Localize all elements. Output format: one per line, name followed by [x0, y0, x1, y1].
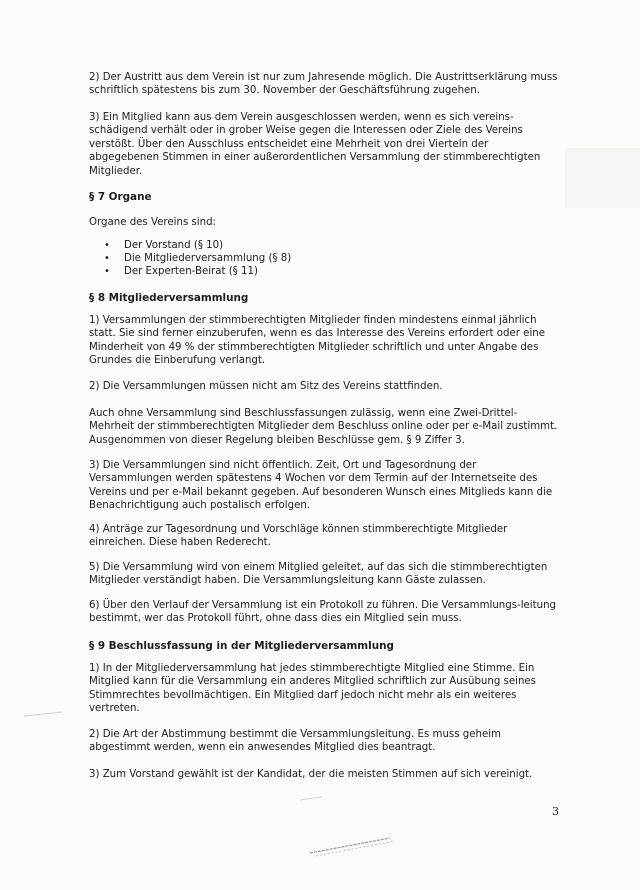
- paragraph-8-3: 3) Die Versammlungen sind nicht öffentlich. Zeit, Ort und Tagesordnung der Versammlungen werden spätestens 4 Wochen vor dem Termin auf der Internetseite des Vereins und per e-Mail bekannt gegeben. Auf besonderen Wunsch eines Mitglieds kann die Benachrichtigung auch postalisch erfolgen.: [89, 460, 553, 512]
- list-item: • Der Experten-Beirat (§ 11): [104, 265, 291, 278]
- paragraph-9-2: 2) Die Art der Abstimmung bestimmt die Versammlungsleitung. Es muss geheim abgestimmt werden, wenn ein anwesendes Mitglied dies beantragt.: [89, 729, 501, 754]
- paragraph-8-umlauf: Auch ohne Versammlung sind Beschlussfassungen zulässig, wenn eine Zwei-Drittel-Mehrheit der stimmberechtigten Mitglieder dem Beschluss online oder per e-Mail zustimmt. Ausgenommen von dieser Regelung bleiben Beschlüsse gem. § 9 Ziffer 3.: [89, 408, 558, 446]
- heading-section-7: § 7 Organe: [89, 191, 152, 203]
- paragraph-9-1: 1) In der Mitgliederversammlung hat jedes stimmberechtigte Mitglied eine Stimme. Ein Mitglied kann für die Versammlung ein anderes Mitglied schriftlich zur Ausübung seines Stimmrechtes bevollmächtigen. Ein Mitglied darf jedoch nicht mehr als ein weiteres vertreten.: [89, 663, 536, 715]
- paragraph-organe-intro: Organe des Vereins sind:: [89, 217, 216, 228]
- list-item: • Die Mitgliederversammlung (§ 8): [104, 252, 291, 265]
- heading-section-9: § 9 Beschlussfassung in der Mitgliederversammlung: [89, 640, 394, 652]
- list-item: • Der Vorstand (§ 10): [104, 239, 291, 252]
- paragraph-8-6: 6) Über den Verlauf der Versammlung ist ein Protokoll zu führen. Die Versammlungs-leitung bestimmt, wer das Protokoll führt, ohne dass dies ein Mitglied sein muss.: [89, 600, 557, 625]
- paragraph-8-2: 2) Die Versammlungen müssen nicht am Sitz des Vereins stattfinden.: [89, 381, 443, 392]
- page-number: 3: [552, 805, 559, 818]
- paragraph-8-4: 4) Anträge zur Tagesordnung und Vorschläge können stimmberechtigte Mitglieder einreichen. Diese haben Rederecht.: [89, 524, 508, 549]
- paragraph-austritt: 2) Der Austritt aus dem Verein ist nur zum Jahresende möglich. Die Austrittserklärung muss schriftlich spätestens bis zum 30. November der Geschäftsführung zugehen.: [89, 72, 558, 97]
- paragraph-ausschluss: 3) Ein Mitglied kann aus dem Verein ausgeschlossen werden, wenn es sich vereins-schädigend verhält oder in grober Weise gegen die Interessen oder Ziele des Vereins verstößt. Über den Ausschluss entscheidet eine Mehrheit von drei Vierteln der abgegebenen Stimmen in einer außerordentlichen Versammlung der stimmberechtigten Mitglieder.: [89, 112, 541, 177]
- paragraph-8-1: 1) Versammlungen der stimmberechtigten Mitglieder finden mindestens einmal jährlich statt. Sie sind ferner einzuberufen, wenn es das Interesse des Vereins erfordert oder eine Minderheit von 49 % der stimmberechtigten Mitglieder schriftlich und unter Angabe des Grundes die Einberufung verlangt.: [89, 315, 545, 367]
- heading-section-8: § 8 Mitgliederversammlung: [89, 292, 249, 304]
- paragraph-9-3: 3) Zum Vorstand gewählt ist der Kandidat, der die meisten Stimmen auf sich vereinigt.: [89, 769, 533, 780]
- paragraph-8-5: 5) Die Versammlung wird von einem Mitglied geleitet, auf das sich die stimmberechtigten Mitglieder verständigt haben. Die Versammlungsleitung kann Gäste zulassen.: [89, 562, 548, 587]
